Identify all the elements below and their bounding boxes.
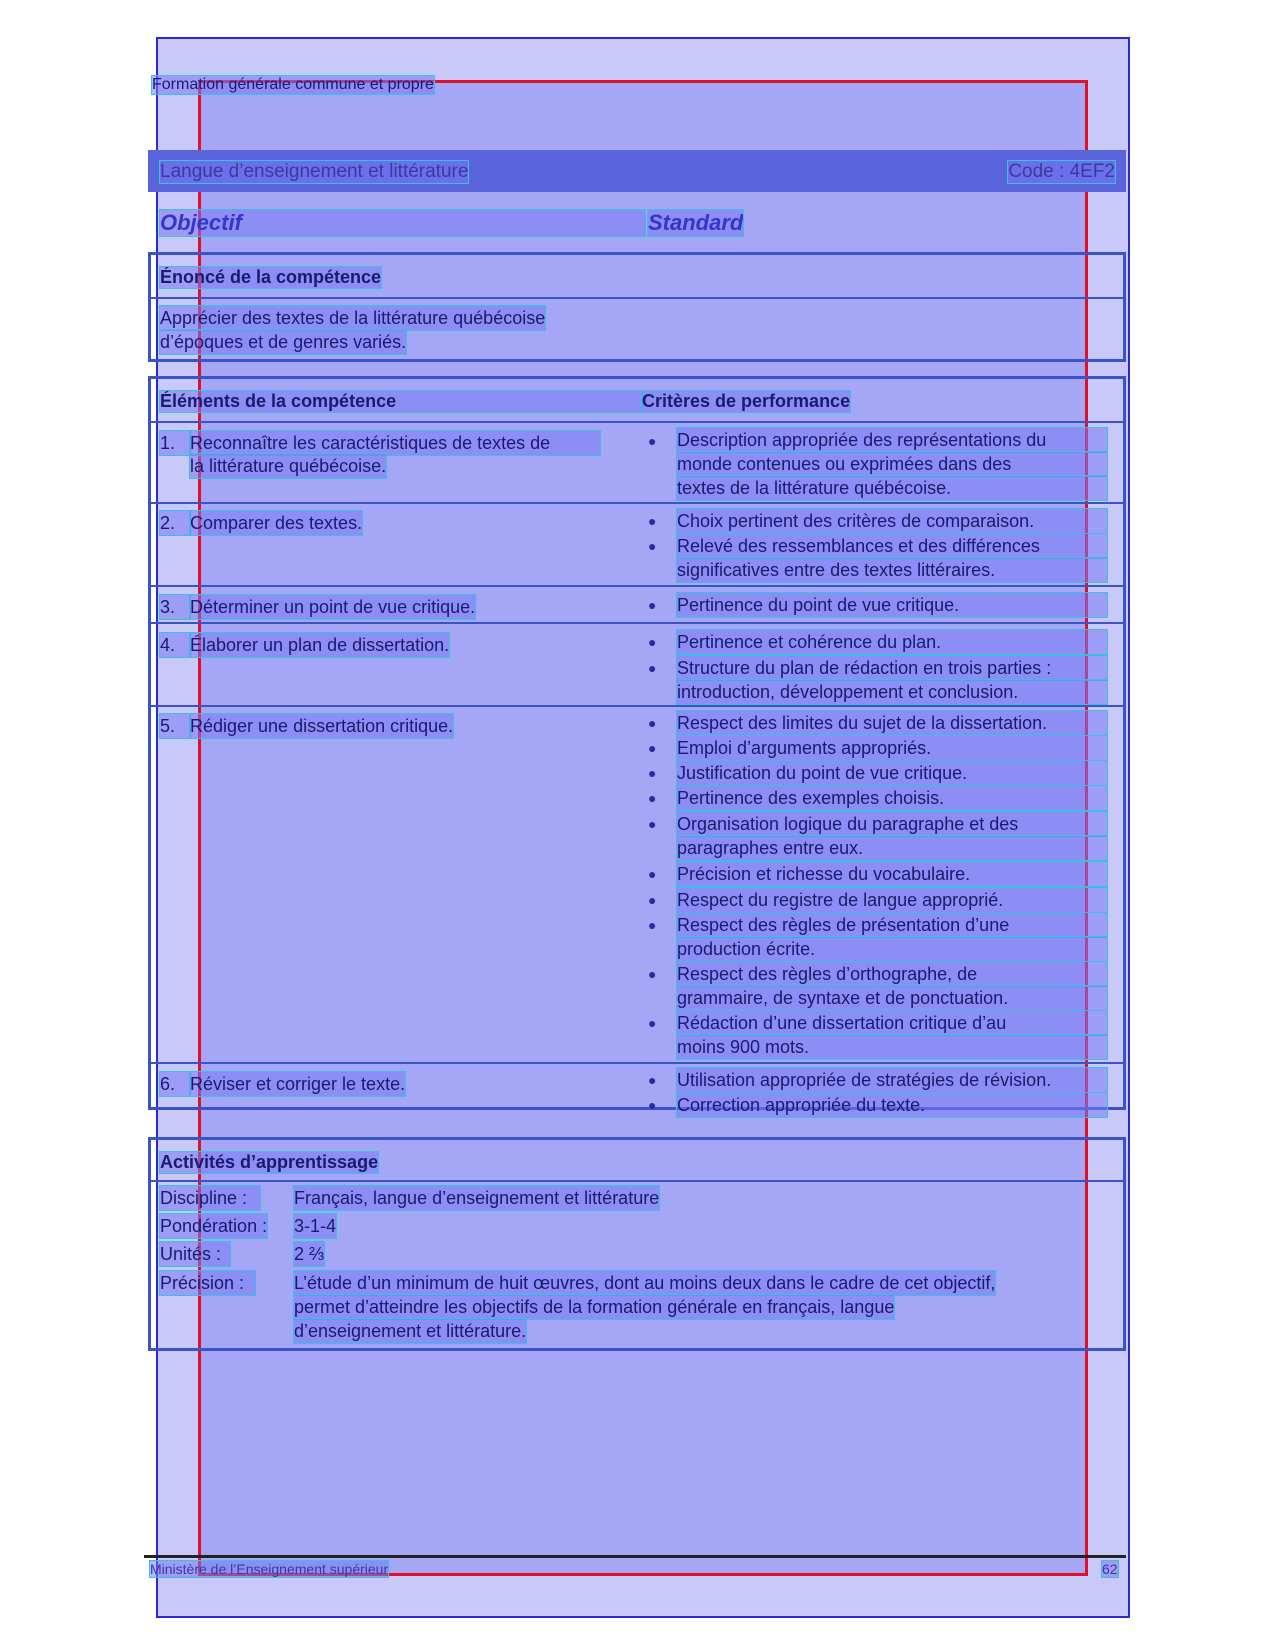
criterion: Pertinence des exemples choisis.: [677, 786, 1107, 810]
bullet-icon: ●: [648, 433, 657, 449]
discipline-label: Discipline :: [160, 1186, 260, 1210]
bullet-icon: ●: [648, 1072, 657, 1088]
element-number: 6.: [160, 1072, 190, 1096]
bullet-icon: ●: [648, 538, 657, 554]
precision-text: d’enseignement et littérature.: [294, 1321, 527, 1341]
enonce-heading: Énoncé de la compétence: [160, 267, 382, 287]
criterion: grammaire, de syntaxe et de ponctuation.: [677, 986, 1107, 1010]
enonce-line: Apprécier des textes de la littérature québécoise: [160, 308, 546, 328]
element-number: 3.: [160, 595, 190, 619]
criterion: textes de la littérature québécoise.: [677, 476, 1107, 500]
divider: [150, 421, 1124, 423]
criterion: Utilisation appropriée de stratégies de révision.: [677, 1068, 1107, 1092]
page-title: Langue d’enseignement et littérature: [160, 161, 469, 182]
criterion: monde contenues ou exprimées dans des: [677, 452, 1107, 476]
criterion: introduction, développement et conclusion.: [677, 680, 1107, 704]
element-text: Reconnaître les caractéristiques de textes de: [190, 431, 600, 455]
activites-heading: Activités d’apprentissage: [160, 1152, 379, 1172]
bullet-icon: ●: [648, 740, 657, 756]
criterion: Respect des règles de présentation d’une: [677, 913, 1107, 937]
enonce-line: d’époques et de genres variés.: [160, 332, 407, 352]
criterion: Respect du registre de langue approprié.: [677, 888, 1107, 912]
bullet-icon: ●: [648, 660, 657, 676]
discipline-value: Français, langue d’enseignement et littérature: [294, 1188, 660, 1208]
criterion: Organisation logique du paragraphe et des: [677, 812, 1107, 836]
bullet-icon: ●: [648, 1015, 657, 1031]
criteres-heading: Critères de performance: [642, 391, 851, 411]
precision-label: Précision :: [160, 1271, 255, 1295]
element-number: 4.: [160, 633, 190, 657]
bullet-icon: ●: [648, 597, 657, 613]
footer-rule: [144, 1555, 1126, 1558]
criterion: Correction appropriée du texte.: [677, 1093, 1107, 1117]
criterion: Description appropriée des représentations du: [677, 428, 1107, 452]
criterion: Respect des règles d’orthographe, de: [677, 962, 1107, 986]
element-text: Réviser et corriger le texte.: [190, 1074, 406, 1094]
criterion: significatives entre des textes littéraires.: [677, 558, 1107, 582]
criterion: Emploi d’arguments appropriés.: [677, 736, 1107, 760]
element-text: Rédiger une dissertation critique.: [190, 716, 454, 736]
bullet-icon: ●: [648, 715, 657, 731]
precision-text: L’étude d’un minimum de huit œuvres, dont au moins deux dans le cadre de cet objectif,: [294, 1273, 996, 1293]
criterion: Justification du point de vue critique.: [677, 761, 1107, 785]
element-number: 1.: [160, 431, 190, 455]
criterion: moins 900 mots.: [677, 1035, 1107, 1059]
criterion: Relevé des ressemblances et des différences: [677, 534, 1107, 558]
ponderation-value: 3-1-4: [294, 1216, 337, 1236]
criterion: production écrite.: [677, 937, 1107, 961]
divider: [150, 502, 1124, 504]
divider: [150, 622, 1124, 624]
ponderation-label: Pondération :: [160, 1216, 268, 1236]
footer-ministry: Ministère de l’Enseignement supérieur: [150, 1561, 389, 1577]
bullet-icon: ●: [648, 866, 657, 882]
criterion: Structure du plan de rédaction en trois parties :: [677, 656, 1107, 680]
elements-heading: Éléments de la compétence: [160, 391, 642, 412]
divider: [150, 705, 1124, 707]
bullet-icon: ●: [648, 966, 657, 982]
standard-heading: Standard: [648, 210, 744, 235]
element-number: 2.: [160, 511, 190, 535]
criterion: Choix pertinent des critères de comparaison.: [677, 509, 1107, 533]
divider: [150, 585, 1124, 587]
section-tag: Formation générale commune et propre: [152, 76, 434, 93]
unites-label: Unités :: [160, 1242, 230, 1266]
criterion: Précision et richesse du vocabulaire.: [677, 862, 1107, 886]
element-text: Comparer des textes.: [190, 513, 363, 533]
element-text: Déterminer un point de vue critique.: [190, 597, 476, 617]
criterion: Pertinence et cohérence du plan.: [677, 630, 1107, 654]
criterion: Rédaction d’une dissertation critique d’au: [677, 1011, 1107, 1035]
bullet-icon: ●: [648, 634, 657, 650]
divider: [150, 1062, 1124, 1064]
bullet-icon: ●: [648, 513, 657, 529]
bullet-icon: ●: [648, 790, 657, 806]
divider: [150, 297, 1124, 299]
bullet-icon: ●: [648, 917, 657, 933]
criterion: Respect des limites du sujet de la dissertation.: [677, 711, 1107, 735]
element-number: 5.: [160, 714, 190, 738]
criterion: Pertinence du point de vue critique.: [677, 593, 1107, 617]
divider: [150, 1180, 1124, 1182]
bullet-icon: ●: [648, 816, 657, 832]
bullet-icon: ●: [648, 892, 657, 908]
element-text: la littérature québécoise.: [190, 456, 387, 476]
course-code: Code : 4EF2: [1008, 161, 1115, 182]
element-text: Élaborer un plan de dissertation.: [190, 635, 450, 655]
bullet-icon: ●: [648, 1097, 657, 1113]
criterion: paragraphes entre eux.: [677, 836, 1107, 860]
objectif-heading: Objectif: [160, 210, 645, 236]
precision-text: permet d’atteindre les objectifs de la formation générale en français, langue: [294, 1297, 895, 1317]
unites-value: 2 ⅔: [294, 1244, 325, 1264]
page-number: 62: [1102, 1561, 1118, 1577]
bullet-icon: ●: [648, 765, 657, 781]
